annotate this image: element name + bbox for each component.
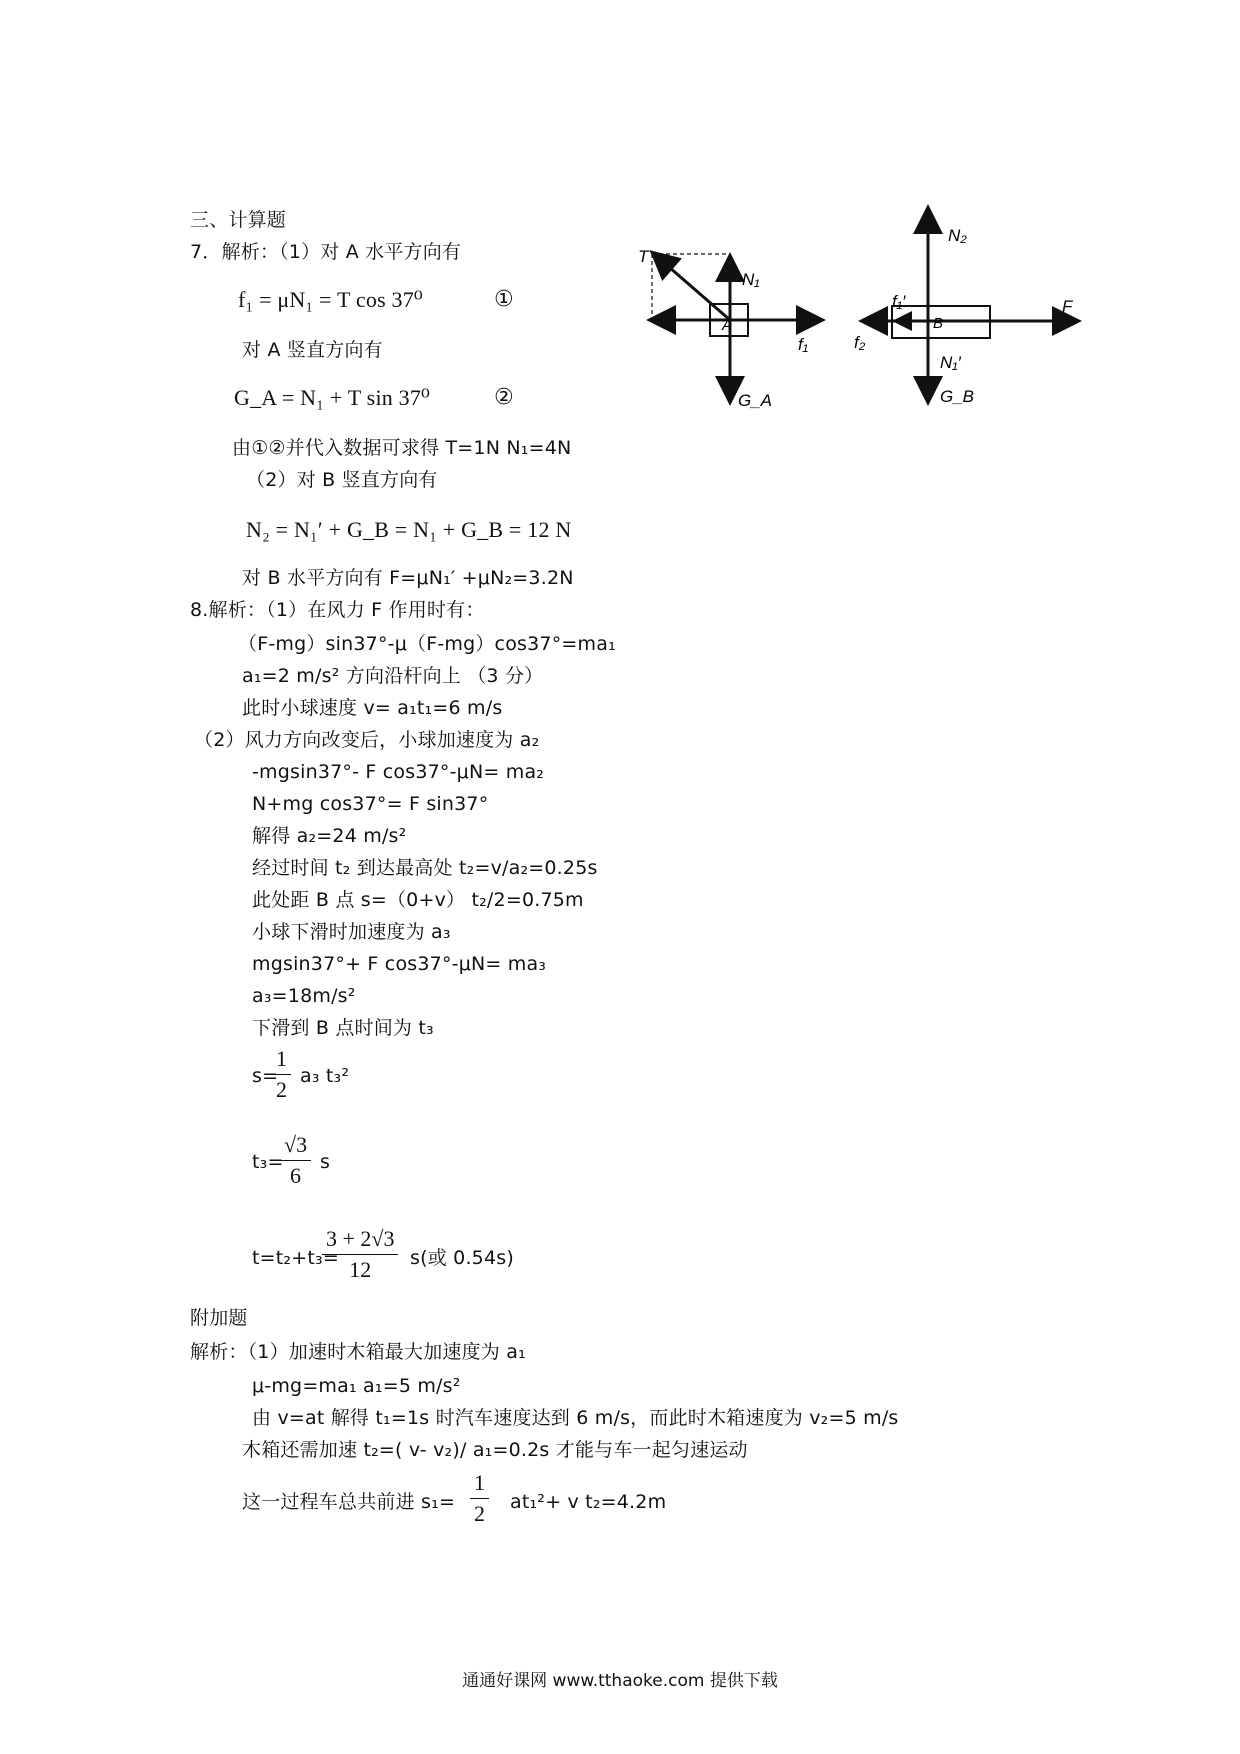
q8-s-prefix: s=	[252, 1065, 279, 1087]
q8-line-7: 解得 a₂=24 m/s²	[252, 825, 407, 847]
q7-equation-2: G_A = N₁ + T sin 37⁰	[234, 385, 431, 410]
label-b: B	[933, 315, 944, 332]
q8-t3-prefix: t₃=	[252, 1151, 284, 1173]
q8-line-10: 小球下滑时加速度为 a₃	[252, 921, 451, 943]
label-f2: f₂	[854, 333, 866, 352]
q8-t3-denominator: 6	[290, 1163, 302, 1188]
extra-fraction	[470, 1468, 489, 1529]
q8-s-fraction	[272, 1044, 291, 1105]
q8-line-6: N+mg cos37°= F sin37°	[252, 793, 489, 815]
q8-t-prefix: t=t₂+t₃=	[252, 1247, 339, 1269]
q8-t-fraction	[322, 1224, 398, 1285]
q7-header: 7．解析：（1）对 A 水平方向有	[190, 241, 462, 263]
label-f1: f₁	[798, 335, 809, 354]
q7-equation-1-mark: ①	[494, 287, 514, 312]
extra-line-5-suffix: at₁²+ v t₂=4.2m	[510, 1491, 667, 1513]
label-ga: G_A	[738, 391, 773, 410]
extra-fraction-numerator: 1	[470, 1468, 489, 1499]
label-f: F	[1062, 297, 1073, 316]
q7-equation-2-mark: ②	[494, 385, 514, 410]
q8-t-denominator: 12	[349, 1257, 372, 1282]
q8-t3-fraction	[280, 1130, 311, 1191]
label-n2: N₂	[948, 226, 967, 245]
q8-t-suffix: s(或 0.54s)	[410, 1247, 514, 1269]
extra-line-5-prefix: 这一过程车总共前进 s₁=	[242, 1491, 456, 1513]
extra-line-3: 由 v=at 解得 t₁=1s 时汽车速度达到 6 m/s，而此时木箱速度为 v₂=5 m/s	[252, 1407, 899, 1429]
extra-line-1: 解析：（1）加速时木箱最大加速度为 a₁	[190, 1341, 526, 1363]
q8-line-9: 此处距 B 点 s=（0+v） t₂/2=0.75m	[252, 889, 584, 911]
label-n1: N₁	[742, 270, 760, 289]
q7-horizontal-b: 对 B 水平方向有 F=μN₁′ +μN₂=3.2N	[242, 567, 574, 589]
q8-line-12: a₃=18m/s²	[252, 985, 356, 1007]
extra-line-4: 木箱还需加速 t₂=( v- v₂)/ a₁=0.2s 才能与车一起匀速运动	[242, 1439, 748, 1461]
q8-line-11: mgsin37°+ F cos37°-μN= ma₃	[252, 953, 547, 975]
label-a: A	[722, 317, 733, 334]
q8-line-13: 下滑到 B 点时间为 t₃	[252, 1017, 434, 1039]
extra-line-2: μ-mg=ma₁ a₁=5 m/s²	[252, 1375, 461, 1397]
label-f1-prime: f₁′	[892, 292, 906, 311]
q7-solve-line: 由①②并代入数据可求得 T=1N N₁=4N	[232, 437, 572, 459]
q7-equation-1: f₁ = μN₁ = T cos 37⁰	[238, 287, 423, 312]
q8-s-numerator: 1	[272, 1044, 291, 1075]
q8-line-8: 经过时间 t₂ 到达最高处 t₂=v/a₂=0.25s	[252, 857, 598, 879]
q8-t3-suffix: s	[320, 1151, 331, 1173]
arrow-t	[654, 254, 730, 320]
label-n1-prime: N₁′	[940, 353, 961, 372]
q8-line-5: -mgsin37°- F cos37°-μN= ma₂	[252, 761, 545, 783]
extra-title: 附加题	[190, 1307, 248, 1329]
extra-fraction-denominator: 2	[474, 1501, 485, 1526]
free-body-diagram-b	[848, 200, 1088, 415]
q8-line-1: （F-mg）sin37°-μ（F-mg）cos37°=ma₁	[238, 633, 616, 655]
q7-part2-header: （2）对 B 竖直方向有	[246, 469, 438, 491]
q8-line-2: a₁=2 m/s² 方向沿杆向上 （3 分）	[242, 665, 544, 687]
q8-line-4: （2）风力方向改变后，小球加速度为 a₂	[194, 729, 540, 751]
label-t: T	[638, 247, 649, 266]
label-gb: G_B	[940, 387, 975, 406]
q8-s-denominator: 2	[276, 1077, 287, 1102]
q7-equation-3: N₂ = N₁′ + G_B = N₁ + G_B = 12 N	[246, 517, 572, 542]
free-body-diagram-a	[638, 240, 838, 415]
q7-vertical-label: 对 A 竖直方向有	[242, 339, 383, 361]
q8-s-suffix: a₃ t₃²	[300, 1065, 350, 1087]
q8-line-3: 此时小球速度 v= a₁t₁=6 m/s	[242, 697, 503, 719]
q8-t3-numerator: √3	[280, 1130, 311, 1161]
page-footer: 通通好课网 www.tthaoke.com 提供下载	[462, 1671, 778, 1691]
q8-t-numerator: 3 + 2√3	[322, 1224, 398, 1255]
section-title: 三、计算题	[190, 209, 287, 231]
q8-header: 8.解析：（1）在风力 F 作用时有：	[190, 599, 485, 621]
